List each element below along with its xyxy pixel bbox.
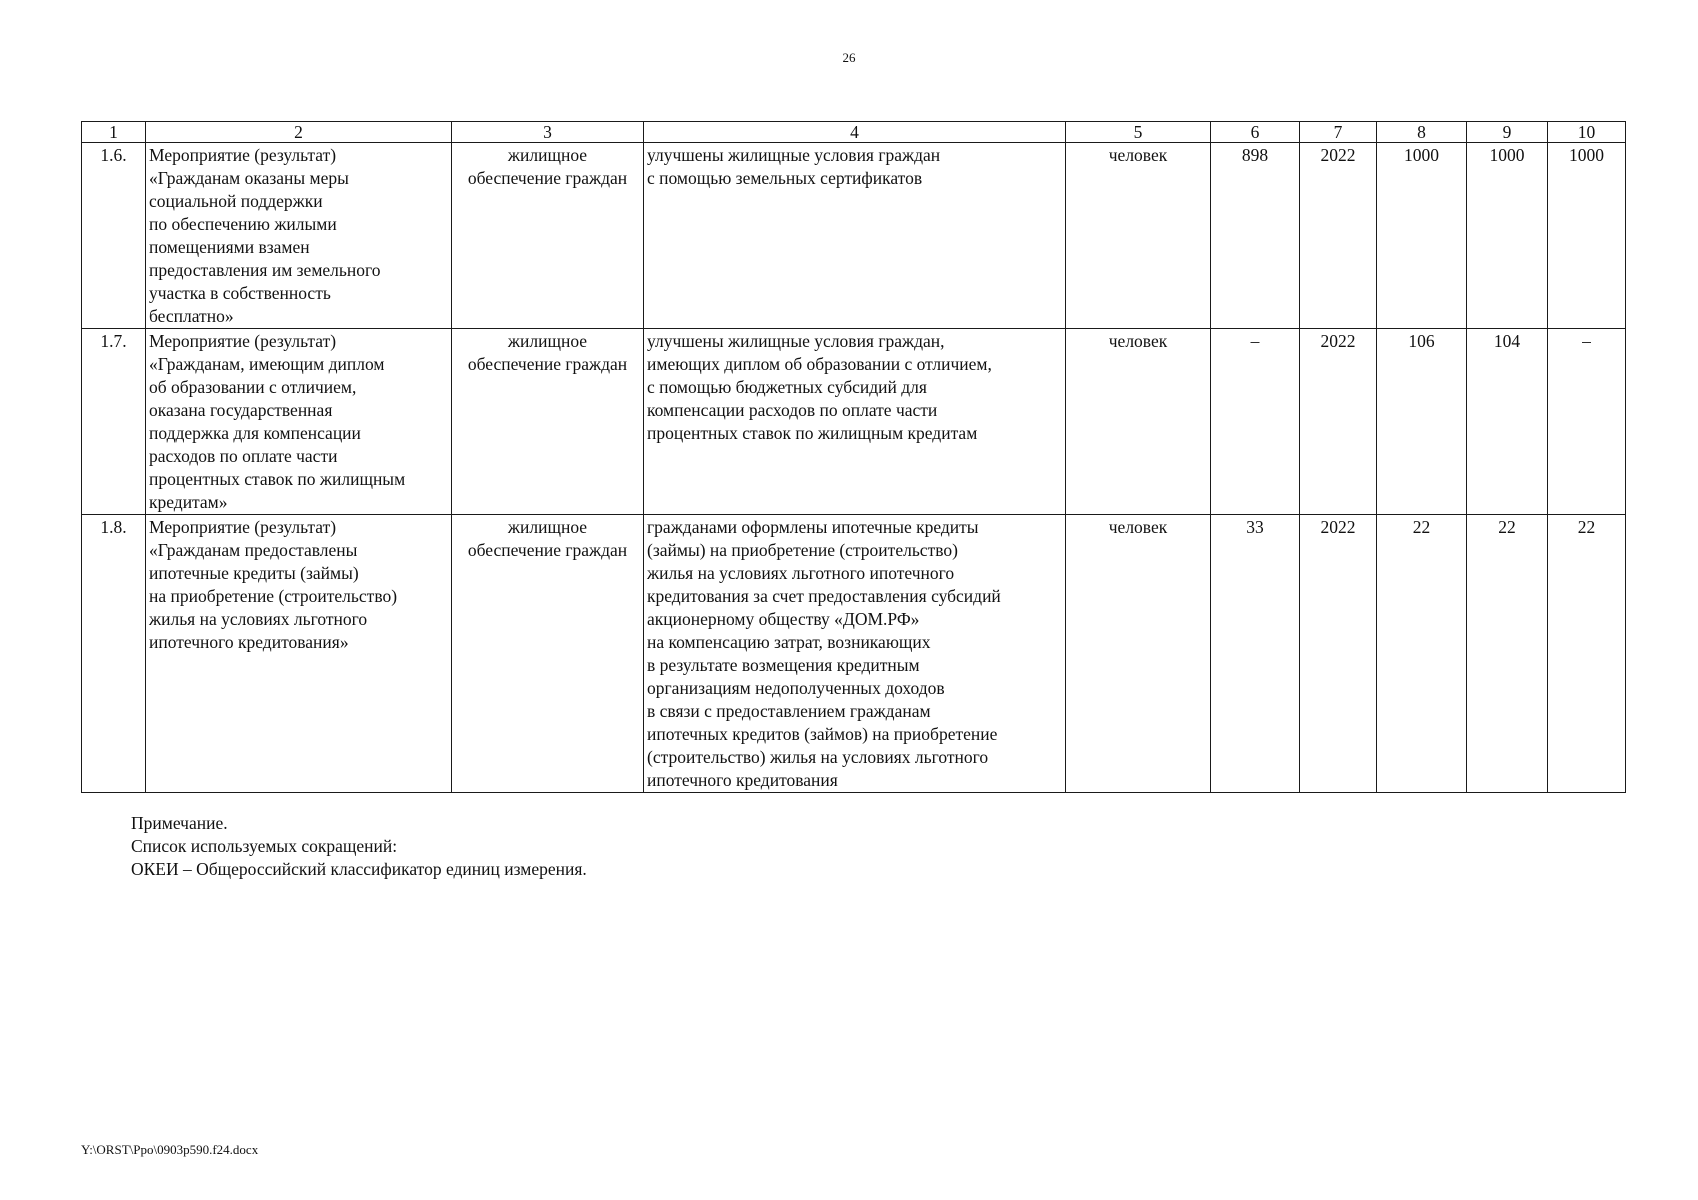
value-col-6: 33 (1211, 515, 1300, 793)
unit: человек (1066, 515, 1211, 793)
header-cell: 10 (1548, 122, 1626, 143)
header-cell: 5 (1066, 122, 1211, 143)
value-col-6: – (1211, 329, 1300, 515)
value-col-6: 898 (1211, 143, 1300, 329)
header-cell: 8 (1377, 122, 1467, 143)
unit: человек (1066, 329, 1211, 515)
abbreviations-title: Список используемых сокращений: (131, 836, 398, 856)
row-number: 1.6. (82, 143, 146, 329)
header-cell: 7 (1300, 122, 1377, 143)
event-name: Мероприятие (результат) «Гражданам предоставлены ипотечные кредиты (займы) на приобретение (строительство) жилья на условиях льготного ипотечного кредитования» (146, 515, 452, 793)
header-cell: 1 (82, 122, 146, 143)
header-row (82, 122, 1626, 143)
indicators-table (81, 121, 1626, 793)
value-col-8: 106 (1377, 329, 1467, 515)
event-description: улучшены жилищные условия граждан с помощью земельных сертификатов (644, 143, 1066, 329)
note-title: Примечание. (131, 813, 228, 833)
notes-section (131, 812, 587, 881)
row-number: 1.7. (82, 329, 146, 515)
value-col-7: 2022 (1300, 329, 1377, 515)
value-col-10: 22 (1548, 515, 1626, 793)
row-number: 1.8. (82, 515, 146, 793)
table-row (82, 143, 1626, 329)
event-description: улучшены жилищные условия граждан, имеющих диплом об образовании с отличием, с помощью бюджетных субсидий для компенсации расходов по оплате части процентных ставок по жилищным кредитам (644, 329, 1066, 515)
header-cell: 3 (452, 122, 644, 143)
page-number: 26 (842, 50, 856, 65)
event-type: жилищное обеспечение граждан (452, 329, 644, 515)
table-row (82, 329, 1626, 515)
header-cell: 4 (644, 122, 1066, 143)
value-col-8: 1000 (1377, 143, 1467, 329)
header-cell: 2 (146, 122, 452, 143)
value-col-10: 1000 (1548, 143, 1626, 329)
event-name: Мероприятие (результат) «Гражданам оказаны меры социальной поддержки по обеспечению жилыми помещениями взамен предоставления им земельного участка в собственность бесплатно» (146, 143, 452, 329)
event-description: гражданами оформлены ипотечные кредиты (займы) на приобретение (строительство) жилья на условиях льготного ипотечного кредитования за счет предоставления субсидий акционерному обществу «ДОМ.РФ» на компенсацию затрат, возникающих в результате возмещения кредитным организациям недополученных доходов в связи с предоставлением гражданам ипотечных кредитов (займов) на приобретение (строительство) жилья на условиях льготного ипотечного кредитования (644, 515, 1066, 793)
header-cell: 6 (1211, 122, 1300, 143)
event-name: Мероприятие (результат) «Гражданам, имеющим диплом об образовании с отличием, оказана государственная поддержка для компенсации расходов по оплате части процентных ставок по жилищным кредитам» (146, 329, 452, 515)
value-col-8: 22 (1377, 515, 1467, 793)
event-type: жилищное обеспечение граждан (452, 143, 644, 329)
event-type: жилищное обеспечение граждан (452, 515, 644, 793)
value-col-9: 104 (1467, 329, 1548, 515)
value-col-10: – (1548, 329, 1626, 515)
value-col-7: 2022 (1300, 143, 1377, 329)
file-path-footer: Y:\ORST\Ppo\0903p590.f24.docx (81, 1142, 259, 1157)
table-row (82, 515, 1626, 793)
value-col-7: 2022 (1300, 515, 1377, 793)
value-col-9: 22 (1467, 515, 1548, 793)
header-cell: 9 (1467, 122, 1548, 143)
abbreviation-item: ОКЕИ – Общероссийский классификатор единиц измерения. (131, 859, 587, 879)
unit: человек (1066, 143, 1211, 329)
value-col-9: 1000 (1467, 143, 1548, 329)
